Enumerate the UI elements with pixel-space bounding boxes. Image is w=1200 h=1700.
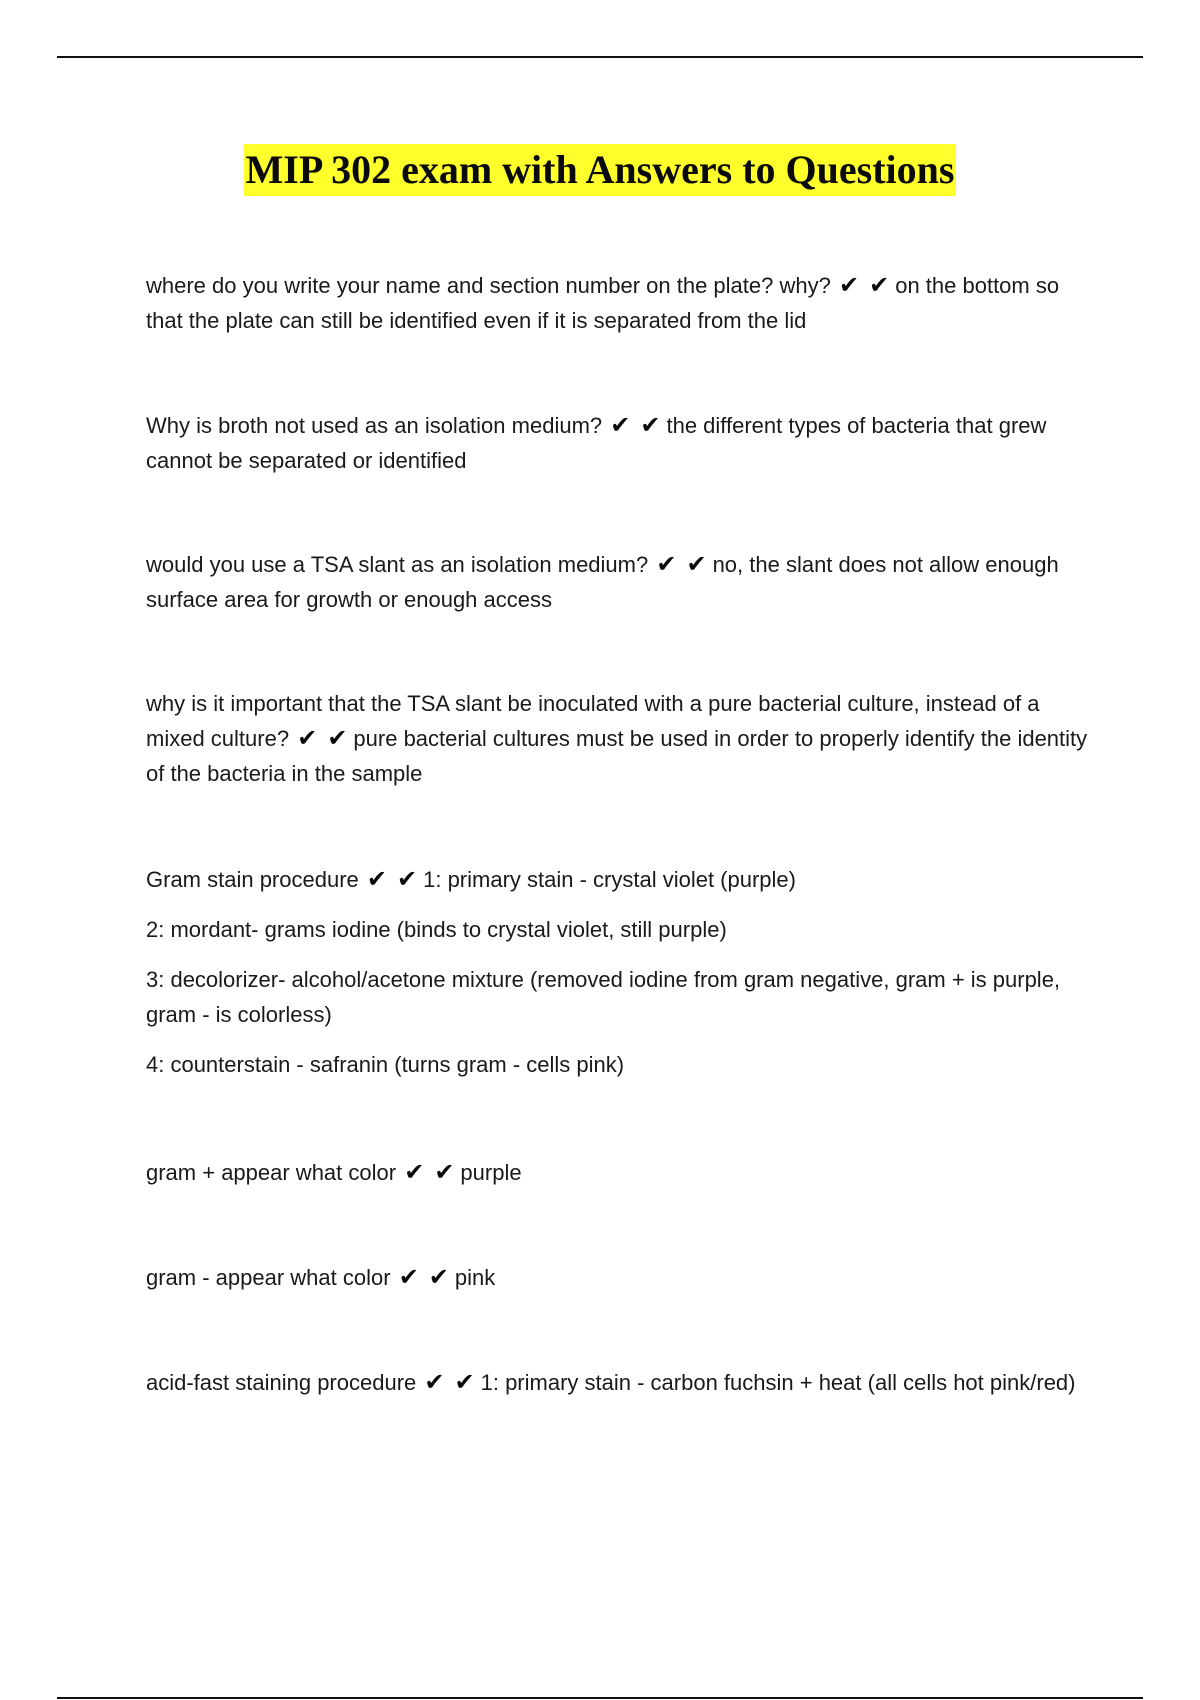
checkmark-icon: ✔ — [838, 271, 860, 299]
checkmark-icon: ✔ — [454, 1368, 475, 1396]
qa-text — [146, 862, 1096, 897]
qa-text — [146, 547, 1096, 617]
question-text: Why is broth not used as an isolation medium? — [146, 413, 603, 438]
checkmark-icon: ✔ — [428, 1263, 449, 1291]
title-container — [0, 144, 1200, 196]
qa-item — [146, 862, 1096, 1082]
checkmark-icon: ✔ — [424, 1368, 445, 1396]
answer-text: the different types of bacteria that grew cannot be separated or identified — [146, 413, 1047, 473]
checkmark-icon: ✔ — [686, 550, 707, 578]
checkmark-icon: ✔ — [404, 1158, 425, 1186]
checkmark-icon: ✔ — [610, 411, 631, 439]
answer-text: purple — [460, 1160, 522, 1185]
checkmark-icon: ✔ — [327, 724, 348, 752]
checkmark-icon: ✔ — [397, 865, 418, 893]
checkmark-icon: ✔ — [656, 550, 677, 578]
checkmark-icon: ✔ — [434, 1158, 455, 1186]
qa-text — [146, 268, 1096, 338]
question-text: where do you write your name and section number on the plate? why? — [146, 273, 831, 298]
qa-text — [146, 686, 1096, 791]
question-text: acid-fast staining procedure — [146, 1370, 417, 1395]
question-text: gram + appear what color — [146, 1160, 397, 1185]
qa-text — [146, 408, 1096, 478]
checkmark-icon: ✔ — [869, 271, 890, 299]
qa-item — [146, 1260, 1096, 1295]
qa-item — [146, 1155, 1096, 1190]
top-rule — [57, 56, 1143, 58]
qa-text — [146, 1260, 1096, 1295]
question-text: gram - appear what color — [146, 1265, 391, 1290]
page-title: MIP 302 exam with Answers to Questions — [244, 144, 957, 196]
checkmark-icon: ✔ — [640, 411, 661, 439]
answer-text: 1: primary stain - carbon fuchsin + heat (all cells hot pink/red) — [480, 1370, 1076, 1395]
answer-text: pure bacterial cultures must be used in order to properly identify the identity of the bacteria in the sample — [146, 726, 1088, 786]
answer-text: no, the slant does not allow enough surface area for growth or enough access — [146, 552, 1059, 612]
bottom-rule — [57, 1697, 1143, 1699]
procedure-step: 2: mordant- grams iodine (binds to crystal violet, still purple) — [146, 917, 727, 942]
qa-item — [146, 686, 1096, 791]
qa-text — [146, 1155, 1096, 1190]
procedure-step: 4: counterstain - safranin (turns gram - cells pink) — [146, 1052, 625, 1077]
answer-text: 1: primary stain - crystal violet (purple) — [423, 867, 796, 892]
question-text: would you use a TSA slant as an isolation medium? — [146, 552, 649, 577]
qa-item — [146, 408, 1096, 478]
checkmark-icon: ✔ — [398, 1263, 419, 1291]
qa-item — [146, 268, 1096, 338]
qa-item — [146, 1365, 1096, 1400]
qa-item — [146, 547, 1096, 617]
checkmark-icon: ✔ — [297, 724, 318, 752]
qa-text — [146, 1365, 1096, 1400]
question-text: Gram stain procedure — [146, 867, 359, 892]
question-text: why is it important that the TSA slant be inoculated with a pure bacterial culture, instead of a mixed culture? — [146, 691, 1040, 751]
checkmark-icon: ✔ — [366, 865, 387, 893]
procedure-step: 3: decolorizer- alcohol/acetone mixture (removed iodine from gram negative, gram + is purple, gram - is colorless) — [146, 967, 1061, 1027]
answer-text: on the bottom so that the plate can still be identified even if it is separated from the lid — [146, 273, 1060, 333]
answer-text: pink — [454, 1265, 496, 1290]
